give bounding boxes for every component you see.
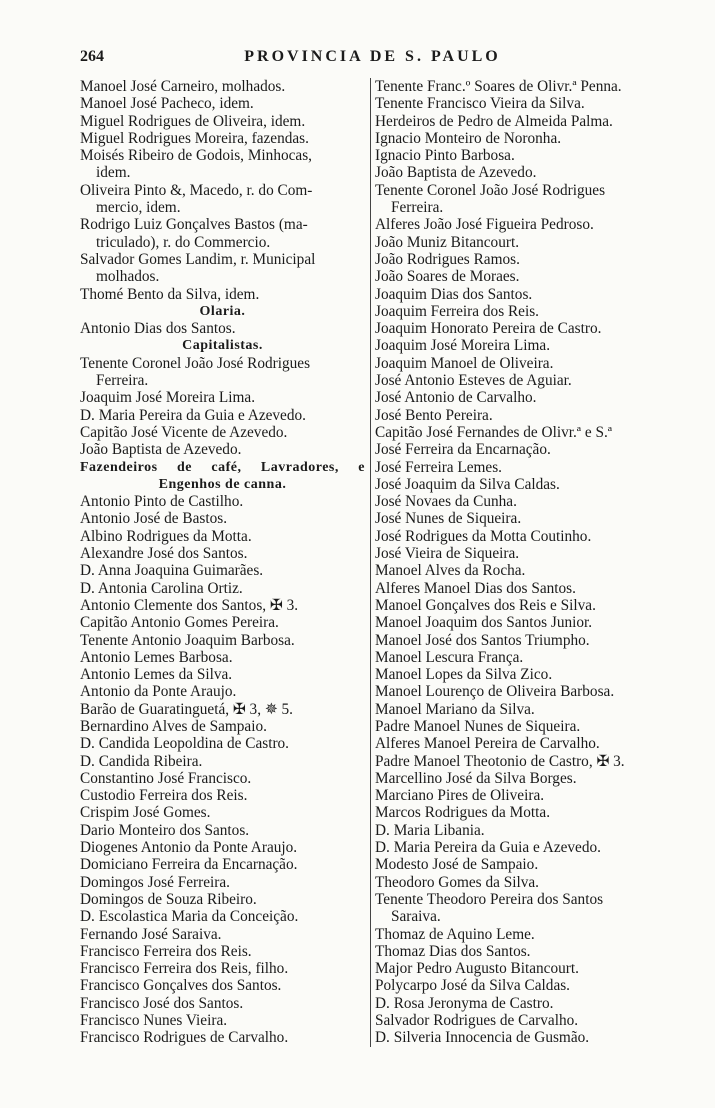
list-entry: Herdeiros de Pedro de Almeida Palma. bbox=[375, 112, 613, 130]
list-entry-continuation: Saraiva. bbox=[391, 908, 441, 926]
list-entry: Tenente Franc.º Soares de Olivr.ª Penna. bbox=[375, 78, 622, 95]
list-entry: Padre Manoel Theotonio de Castro, ✠ 3. bbox=[375, 752, 625, 770]
list-entry: José Ferreira da Encarnação. bbox=[375, 441, 551, 459]
list-entry: Joaquim Ferreira dos Reis. bbox=[375, 302, 539, 320]
list-entry: D. Candida Leopoldina de Castro. bbox=[80, 735, 290, 753]
list-entry: D. Candida Ribeira. bbox=[80, 752, 203, 770]
list-entry: Antonio Lemes da Silva. bbox=[80, 666, 233, 684]
list-entry: José Bento Pereira. bbox=[375, 406, 493, 424]
list-entry-continuation: mercio, idem. bbox=[96, 199, 181, 217]
list-entry: Joaquim Manoel de Oliveira. bbox=[375, 354, 554, 372]
list-entry: D. Antonia Carolina Ortiz. bbox=[80, 579, 243, 597]
list-entry: Francisco Gonçalves dos Santos. bbox=[80, 977, 282, 995]
list-entry: Capitão José Fernandes de Olivr.ª e S.ª bbox=[375, 423, 613, 441]
list-entry: Custodio Ferreira dos Reis. bbox=[80, 787, 248, 805]
list-entry: Theodoro Gomes da Silva. bbox=[375, 873, 539, 891]
list-entry: D. Anna Joaquina Guimarães. bbox=[80, 562, 264, 580]
list-entry: Antonio Pinto de Castilho. bbox=[80, 493, 244, 511]
list-entry: D. Maria Pereira da Guia e Azevedo. bbox=[80, 406, 306, 424]
list-entry: Tenente Antonio Joaquim Barbosa. bbox=[80, 631, 295, 649]
right-column bbox=[370, 78, 667, 1047]
list-entry: Francisco Ferreira dos Reis, filho. bbox=[80, 960, 289, 978]
list-entry: Salvador Gomes Landim, r. Municipal bbox=[80, 250, 316, 268]
list-entry-continuation: triculado), r. do Commercio. bbox=[96, 233, 271, 251]
list-entry: Tenente Coronel João José Rodrigues bbox=[80, 354, 311, 372]
list-entry: Francisco Ferreira dos Reis. bbox=[80, 942, 252, 960]
section-heading: Fazendeiros de café, Lavradores, e bbox=[80, 459, 365, 475]
list-entry: Francisco Rodrigues de Carvalho. bbox=[80, 1029, 289, 1047]
list-entry: D. Maria Pereira da Guia e Azevedo. bbox=[375, 839, 601, 857]
list-entry: Polycarpo José da Silva Caldas. bbox=[375, 977, 571, 995]
list-entry: Marcellino José da Silva Borges. bbox=[375, 769, 577, 787]
list-entry: Manoel Lopes da Silva Zico. bbox=[375, 666, 553, 684]
list-entry: Antonio Lemes Barbosa. bbox=[80, 648, 233, 666]
list-entry: Constantino José Francisco. bbox=[80, 769, 252, 787]
list-entry: Fernando José Saraiva. bbox=[80, 925, 222, 943]
running-head: PROVINCIA DE S. PAULO bbox=[244, 48, 501, 65]
list-entry: Manoel Mariano da Silva. bbox=[375, 700, 535, 718]
list-entry: Thomé Bento da Silva, idem. bbox=[80, 285, 260, 303]
list-entry: Manoel José dos Santos Triumpho. bbox=[375, 631, 590, 649]
list-entry: Joaquim José Moreira Lima. bbox=[375, 337, 551, 355]
list-entry: Antonio Dias dos Santos. bbox=[80, 320, 236, 338]
list-entry: Ignacio Monteiro de Noronha. bbox=[375, 129, 562, 147]
list-entry: Manoel Alves da Rocha. bbox=[375, 562, 526, 580]
list-entry: D. Silveria Innocencia de Gusmão. bbox=[375, 1029, 590, 1047]
section-heading: Engenhos de canna. bbox=[158, 476, 287, 492]
list-entry: Thomaz Dias dos Santos. bbox=[375, 942, 531, 960]
list-entry: José Nunes de Siqueira. bbox=[375, 510, 522, 528]
list-entry: Antonio da Ponte Araujo. bbox=[80, 683, 237, 701]
list-entry: Marcos Rodrigues da Motta. bbox=[375, 804, 551, 822]
list-entry: Joaquim Honorato Pereira de Castro. bbox=[375, 320, 602, 338]
list-entry: Ignacio Pinto Barbosa. bbox=[375, 147, 515, 165]
list-entry: Tenente Theodoro Pereira dos Santos bbox=[375, 890, 604, 908]
list-entry: Rodrigo Luiz Gonçalves Bastos (ma- bbox=[80, 216, 308, 234]
page-header bbox=[80, 48, 665, 72]
list-entry: Oliveira Pinto &, Macedo, r. do Com- bbox=[80, 181, 313, 199]
list-entry: João Baptista de Azevedo. bbox=[375, 164, 537, 182]
list-entry: Domiciano Ferreira da Encarnação. bbox=[80, 856, 298, 874]
list-entry: Francisco José dos Santos. bbox=[80, 994, 244, 1012]
list-entry-continuation: Ferreira. bbox=[96, 372, 149, 390]
list-entry: Domingos de Souza Ribeiro. bbox=[80, 890, 257, 908]
list-entry: Dario Monteiro dos Santos. bbox=[80, 821, 250, 839]
list-entry: Manoel Joaquim dos Santos Junior. bbox=[375, 614, 593, 632]
list-entry: Domingos José Ferreira. bbox=[80, 873, 230, 891]
list-entry: José Vieira de Siqueira. bbox=[375, 545, 520, 563]
list-entry: Tenente Coronel João José Rodrigues bbox=[375, 181, 606, 199]
list-entry: Alferes Manoel Pereira de Carvalho. bbox=[375, 735, 600, 753]
list-entry: Alferes Manoel Dias dos Santos. bbox=[375, 579, 576, 597]
list-entry: João Soares de Moraes. bbox=[375, 268, 520, 286]
list-entry: Miguel Rodrigues de Oliveira, idem. bbox=[80, 112, 306, 130]
list-entry: Manoel Lourenço de Oliveira Barbosa. bbox=[375, 683, 615, 701]
list-entry: José Joaquim da Silva Caldas. bbox=[375, 475, 560, 493]
list-entry: José Antonio Esteves de Aguiar. bbox=[375, 372, 572, 390]
list-entry: Joaquim Dias dos Santos. bbox=[375, 285, 533, 303]
list-entry: Miguel Rodrigues Moreira, fazendas. bbox=[80, 129, 309, 147]
list-entry: Alexandre José dos Santos. bbox=[80, 545, 248, 563]
list-entry: Thomaz de Aquino Leme. bbox=[375, 925, 535, 943]
list-entry-continuation: molhados. bbox=[96, 268, 160, 286]
list-entry: Barão de Guaratinguetá, ✠ 3, ✵ 5. bbox=[80, 700, 293, 718]
list-entry: José Rodrigues da Motta Coutinho. bbox=[375, 527, 592, 545]
list-entry: Capitão José Vicente de Azevedo. bbox=[80, 423, 288, 441]
list-entry: Marciano Pires de Oliveira. bbox=[375, 787, 545, 805]
list-entry: Antonio Clemente dos Santos, ✠ 3. bbox=[80, 596, 299, 614]
list-entry: D. Rosa Jeronyma de Castro. bbox=[375, 994, 554, 1012]
list-entry: João Rodrigues Ramos. bbox=[375, 250, 520, 268]
list-entry: D. Maria Libania. bbox=[375, 821, 485, 839]
section-heading: Olaria. bbox=[199, 303, 246, 319]
list-entry: Capitão Antonio Gomes Pereira. bbox=[80, 614, 279, 632]
list-entry: D. Escolastica Maria da Conceição. bbox=[80, 908, 299, 926]
list-entry-continuation: idem. bbox=[96, 164, 131, 182]
list-entry: Manoel José Pacheco, idem. bbox=[80, 95, 254, 113]
list-entry: Salvador Rodrigues de Carvalho. bbox=[375, 1012, 579, 1030]
list-entry: João Baptista de Azevedo. bbox=[80, 441, 242, 459]
list-entry: Alferes João José Figueira Pedroso. bbox=[375, 216, 594, 234]
list-entry-continuation: Ferreira. bbox=[391, 199, 444, 217]
list-entry: Major Pedro Augusto Bitancourt. bbox=[375, 960, 579, 978]
list-entry: Manoel José Carneiro, molhados. bbox=[80, 78, 286, 95]
list-entry: Modesto José de Sampaio. bbox=[375, 856, 539, 874]
list-entry: Francisco Nunes Vieira. bbox=[80, 1012, 228, 1030]
list-entry: José Antonio de Carvalho. bbox=[375, 389, 537, 407]
list-entry: Padre Manoel Nunes de Siqueira. bbox=[375, 717, 581, 735]
list-entry: José Ferreira Lemes. bbox=[375, 458, 502, 476]
list-entry: Moisés Ribeiro de Godois, Minhocas, bbox=[80, 147, 312, 165]
list-entry: Joaquim José Moreira Lima. bbox=[80, 389, 256, 407]
list-entry: Albino Rodrigues da Motta. bbox=[80, 527, 252, 545]
section-heading: Capitalistas. bbox=[182, 338, 263, 354]
list-entry: José Novaes da Cunha. bbox=[375, 493, 517, 511]
list-entry: Crispim José Gomes. bbox=[80, 804, 211, 822]
list-entry: Manoel Lescura França. bbox=[375, 648, 524, 666]
list-entry: Bernardino Alves de Sampaio. bbox=[80, 717, 267, 735]
page-number: 264 bbox=[80, 48, 104, 65]
list-entry: Tenente Francisco Vieira da Silva. bbox=[375, 95, 585, 113]
list-entry: Manoel Gonçalves dos Reis e Silva. bbox=[375, 596, 596, 614]
list-entry: Diogenes Antonio da Ponte Araujo. bbox=[80, 839, 298, 857]
list-entry: João Muniz Bitancourt. bbox=[375, 233, 520, 251]
left-column bbox=[80, 78, 365, 1047]
list-entry: Antonio José de Bastos. bbox=[80, 510, 228, 528]
